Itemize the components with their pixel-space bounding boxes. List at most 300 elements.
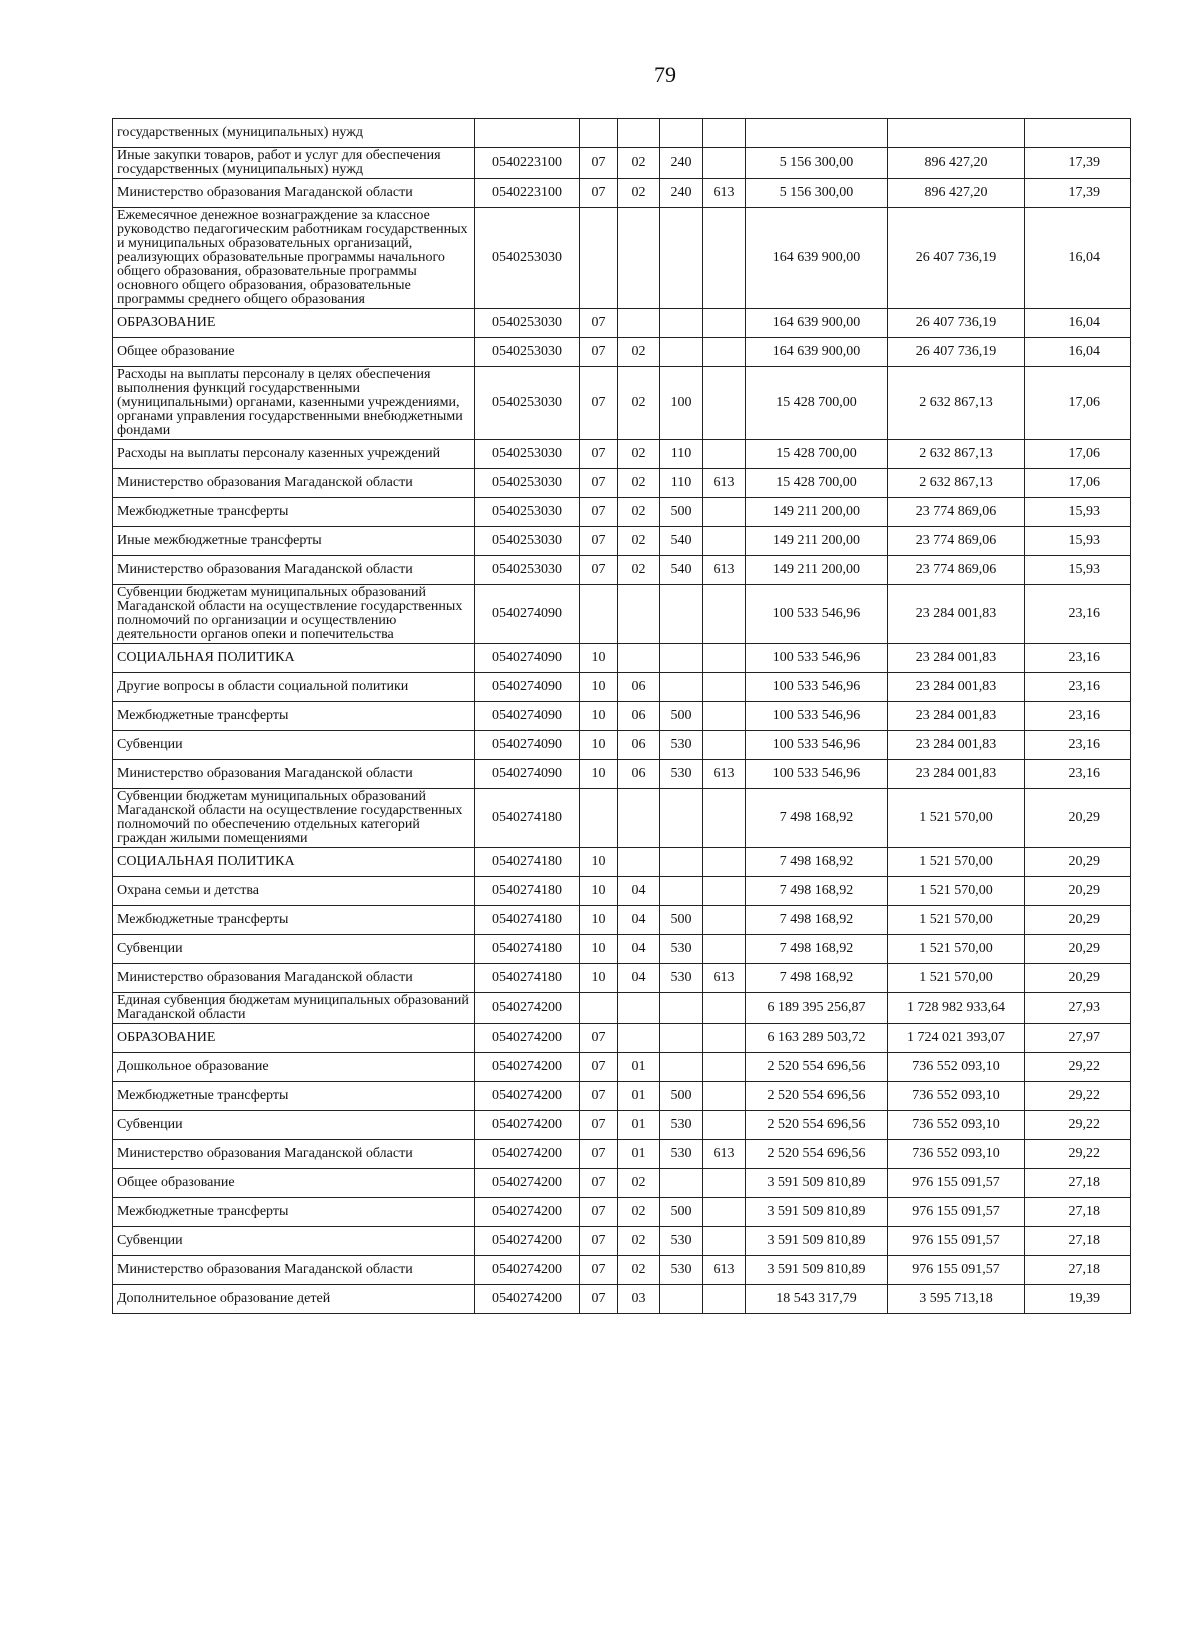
row-execution-percent [1025,119,1131,148]
row-execution-percent: 15,93 [1025,498,1131,527]
row-approved-amount: 2 520 554 696,56 [746,1082,888,1111]
row-approved-amount: 149 211 200,00 [746,527,888,556]
row-target-code: 0540223100 [475,179,580,208]
row-name: Межбюджетные трансферты [113,906,475,935]
table-row [113,848,1131,877]
row-name: Субвенции [113,935,475,964]
row-subsection [618,644,660,673]
row-name: Межбюджетные трансферты [113,498,475,527]
row-expense-type: 530 [660,760,703,789]
row-executed-amount: 23 774 869,06 [888,556,1025,585]
row-section: 07 [580,556,618,585]
row-target-code: 0540223100 [475,148,580,179]
row-subsection [618,1024,660,1053]
row-approved-amount: 15 428 700,00 [746,469,888,498]
table-row [113,1285,1131,1314]
row-executed-amount: 896 427,20 [888,179,1025,208]
budget-table [112,118,1131,1314]
row-expense-type [660,1024,703,1053]
row-section: 10 [580,731,618,760]
row-approved-amount: 18 543 317,79 [746,1285,888,1314]
row-execution-percent: 27,18 [1025,1227,1131,1256]
row-admin-code [703,498,746,527]
row-executed-amount: 26 407 736,19 [888,208,1025,309]
row-target-code: 0540274200 [475,1024,580,1053]
row-section: 07 [580,1285,618,1314]
row-section: 07 [580,440,618,469]
row-executed-amount: 23 284 001,83 [888,644,1025,673]
row-execution-percent: 29,22 [1025,1111,1131,1140]
row-expense-type: 530 [660,935,703,964]
table-row [113,148,1131,179]
row-section: 07 [580,1024,618,1053]
row-approved-amount: 100 533 546,96 [746,585,888,644]
row-executed-amount: 1 521 570,00 [888,848,1025,877]
row-target-code: 0540253030 [475,309,580,338]
row-execution-percent: 16,04 [1025,309,1131,338]
row-target-code: 0540274200 [475,1140,580,1169]
row-executed-amount: 1 728 982 933,64 [888,993,1025,1024]
row-subsection: 02 [618,469,660,498]
table-row [113,1256,1131,1285]
row-subsection: 06 [618,760,660,789]
table-row [113,789,1131,848]
row-execution-percent: 17,06 [1025,469,1131,498]
row-target-code: 0540274200 [475,1256,580,1285]
row-subsection: 04 [618,964,660,993]
row-executed-amount: 1 521 570,00 [888,877,1025,906]
row-approved-amount: 2 520 554 696,56 [746,1111,888,1140]
row-admin-code: 613 [703,469,746,498]
row-name: Дошкольное образование [113,1053,475,1082]
row-admin-code: 613 [703,556,746,585]
row-expense-type: 110 [660,469,703,498]
row-approved-amount: 7 498 168,92 [746,789,888,848]
row-executed-amount: 23 284 001,83 [888,585,1025,644]
row-admin-code [703,1024,746,1053]
row-subsection: 01 [618,1140,660,1169]
row-approved-amount: 164 639 900,00 [746,309,888,338]
row-section: 10 [580,760,618,789]
row-execution-percent: 29,22 [1025,1140,1131,1169]
row-subsection: 02 [618,498,660,527]
row-target-code: 0540274180 [475,877,580,906]
row-name: Иные закупки товаров, работ и услуг для обеспечения государственных (муниципальных) нужд [113,148,475,179]
row-name: Субвенции бюджетам муниципальных образований Магаданской области на осуществление государственных полномочий по обеспечению отдельных категорий граждан жилыми помещениями [113,789,475,848]
row-name: Общее образование [113,1169,475,1198]
row-admin-code [703,702,746,731]
row-expense-type: 110 [660,440,703,469]
row-execution-percent: 23,16 [1025,731,1131,760]
table-row [113,119,1131,148]
row-name: ОБРАЗОВАНИЕ [113,1024,475,1053]
row-section: 07 [580,309,618,338]
row-target-code: 0540274090 [475,585,580,644]
row-execution-percent: 17,39 [1025,148,1131,179]
row-target-code: 0540274090 [475,731,580,760]
row-approved-amount: 6 189 395 256,87 [746,993,888,1024]
row-admin-code: 613 [703,760,746,789]
table-row [113,964,1131,993]
table-row [113,877,1131,906]
row-execution-percent: 17,06 [1025,367,1131,440]
row-execution-percent: 29,22 [1025,1082,1131,1111]
row-executed-amount: 23 284 001,83 [888,760,1025,789]
row-subsection: 02 [618,367,660,440]
row-admin-code [703,906,746,935]
row-admin-code [703,993,746,1024]
row-admin-code: 613 [703,179,746,208]
row-section: 07 [580,1198,618,1227]
row-target-code: 0540253030 [475,556,580,585]
table-row [113,585,1131,644]
row-section: 07 [580,527,618,556]
row-execution-percent: 16,04 [1025,338,1131,367]
row-admin-code [703,208,746,309]
row-execution-percent: 17,06 [1025,440,1131,469]
row-execution-percent: 16,04 [1025,208,1131,309]
row-subsection: 02 [618,338,660,367]
row-execution-percent: 27,18 [1025,1198,1131,1227]
row-name: Расходы на выплаты персоналу казенных учреждений [113,440,475,469]
row-subsection: 02 [618,1198,660,1227]
table-row [113,731,1131,760]
row-subsection [618,993,660,1024]
row-approved-amount: 7 498 168,92 [746,877,888,906]
row-approved-amount: 100 533 546,96 [746,702,888,731]
row-name: Межбюджетные трансферты [113,1198,475,1227]
row-executed-amount: 736 552 093,10 [888,1140,1025,1169]
row-target-code: 0540274200 [475,1227,580,1256]
row-admin-code [703,1053,746,1082]
table-row [113,179,1131,208]
row-target-code: 0540274200 [475,1198,580,1227]
row-subsection: 02 [618,1227,660,1256]
row-approved-amount: 7 498 168,92 [746,935,888,964]
row-admin-code [703,585,746,644]
row-section: 07 [580,498,618,527]
row-admin-code: 613 [703,1256,746,1285]
row-approved-amount: 2 520 554 696,56 [746,1140,888,1169]
row-expense-type: 530 [660,1140,703,1169]
row-admin-code [703,148,746,179]
row-target-code: 0540274200 [475,1053,580,1082]
table-row [113,1024,1131,1053]
row-expense-type: 530 [660,1227,703,1256]
row-target-code: 0540274180 [475,935,580,964]
row-approved-amount: 7 498 168,92 [746,906,888,935]
row-admin-code [703,309,746,338]
row-name: Межбюджетные трансферты [113,702,475,731]
row-target-code [475,119,580,148]
row-approved-amount: 7 498 168,92 [746,964,888,993]
page-number: 79 [654,62,676,87]
row-executed-amount: 2 632 867,13 [888,469,1025,498]
table-row [113,760,1131,789]
row-executed-amount: 896 427,20 [888,148,1025,179]
row-expense-type: 500 [660,702,703,731]
row-expense-type: 530 [660,1111,703,1140]
row-subsection: 06 [618,702,660,731]
table-row [113,556,1131,585]
table-row [113,208,1131,309]
row-executed-amount: 23 284 001,83 [888,731,1025,760]
table-row [113,702,1131,731]
row-execution-percent: 23,16 [1025,673,1131,702]
row-admin-code [703,1111,746,1140]
row-expense-type [660,338,703,367]
table-row [113,993,1131,1024]
row-approved-amount: 100 533 546,96 [746,644,888,673]
row-name: Единая субвенция бюджетам муниципальных образований Магаданской области [113,993,475,1024]
row-section [580,208,618,309]
row-section: 07 [580,148,618,179]
row-expense-type: 540 [660,527,703,556]
row-section: 10 [580,644,618,673]
row-subsection: 02 [618,1169,660,1198]
row-approved-amount: 164 639 900,00 [746,338,888,367]
row-executed-amount: 976 155 091,57 [888,1198,1025,1227]
row-execution-percent: 20,29 [1025,789,1131,848]
row-execution-percent: 29,22 [1025,1053,1131,1082]
row-section [580,789,618,848]
row-subsection: 04 [618,935,660,964]
row-admin-code [703,789,746,848]
row-admin-code [703,1285,746,1314]
row-target-code: 0540253030 [475,338,580,367]
table-row [113,1053,1131,1082]
row-approved-amount: 2 520 554 696,56 [746,1053,888,1082]
row-name: Субвенции бюджетам муниципальных образований Магаданской области на осуществление государственных полномочий по организации и осуществлению деятельности органов опеки и попечительства [113,585,475,644]
row-admin-code [703,527,746,556]
row-execution-percent: 23,16 [1025,644,1131,673]
row-section: 10 [580,848,618,877]
row-subsection [618,585,660,644]
row-admin-code [703,673,746,702]
row-name: Министерство образования Магаданской области [113,179,475,208]
row-approved-amount: 3 591 509 810,89 [746,1169,888,1198]
row-subsection: 06 [618,731,660,760]
row-name: Министерство образования Магаданской области [113,1140,475,1169]
row-subsection: 02 [618,556,660,585]
row-target-code: 0540253030 [475,469,580,498]
row-expense-type [660,309,703,338]
table-row [113,338,1131,367]
row-executed-amount: 23 284 001,83 [888,702,1025,731]
row-expense-type: 100 [660,367,703,440]
row-name: Дополнительное образование детей [113,1285,475,1314]
row-approved-amount: 3 591 509 810,89 [746,1198,888,1227]
row-executed-amount: 736 552 093,10 [888,1111,1025,1140]
row-executed-amount: 1 521 570,00 [888,935,1025,964]
row-approved-amount: 3 591 509 810,89 [746,1256,888,1285]
row-section: 07 [580,1082,618,1111]
row-expense-type [660,673,703,702]
row-expense-type: 240 [660,179,703,208]
row-admin-code [703,1198,746,1227]
table-row [113,1082,1131,1111]
row-name: Субвенции [113,1111,475,1140]
row-admin-code [703,935,746,964]
row-target-code: 0540253030 [475,440,580,469]
row-target-code: 0540274200 [475,1082,580,1111]
row-section: 07 [580,1111,618,1140]
row-expense-type [660,993,703,1024]
row-execution-percent: 23,16 [1025,585,1131,644]
row-executed-amount: 976 155 091,57 [888,1256,1025,1285]
row-approved-amount: 3 591 509 810,89 [746,1227,888,1256]
row-target-code: 0540253030 [475,367,580,440]
row-name: Министерство образования Магаданской области [113,556,475,585]
row-executed-amount: 1 521 570,00 [888,906,1025,935]
table-row [113,309,1131,338]
row-name: ОБРАЗОВАНИЕ [113,309,475,338]
row-expense-type: 500 [660,906,703,935]
row-execution-percent: 27,97 [1025,1024,1131,1053]
row-section: 07 [580,1256,618,1285]
row-approved-amount: 5 156 300,00 [746,179,888,208]
row-execution-percent: 20,29 [1025,964,1131,993]
row-subsection: 04 [618,906,660,935]
row-execution-percent: 19,39 [1025,1285,1131,1314]
table-row [113,1227,1131,1256]
row-target-code: 0540274180 [475,906,580,935]
row-subsection [618,848,660,877]
row-admin-code [703,1082,746,1111]
row-admin-code [703,338,746,367]
row-execution-percent: 23,16 [1025,760,1131,789]
row-executed-amount: 23 774 869,06 [888,527,1025,556]
row-expense-type [660,1285,703,1314]
row-expense-type: 540 [660,556,703,585]
row-subsection: 01 [618,1053,660,1082]
table-row [113,1140,1131,1169]
row-admin-code: 613 [703,964,746,993]
row-expense-type [660,789,703,848]
row-executed-amount: 736 552 093,10 [888,1082,1025,1111]
row-section: 10 [580,673,618,702]
row-executed-amount: 976 155 091,57 [888,1227,1025,1256]
table-row [113,1169,1131,1198]
row-target-code: 0540274090 [475,644,580,673]
row-target-code: 0540274180 [475,848,580,877]
row-execution-percent: 27,18 [1025,1169,1131,1198]
row-section: 07 [580,1140,618,1169]
row-execution-percent: 20,29 [1025,877,1131,906]
table-row [113,440,1131,469]
row-section [580,585,618,644]
row-subsection [618,208,660,309]
row-executed-amount: 3 595 713,18 [888,1285,1025,1314]
row-expense-type [660,1053,703,1082]
row-admin-code: 613 [703,1140,746,1169]
row-approved-amount: 149 211 200,00 [746,556,888,585]
row-subsection: 02 [618,179,660,208]
row-target-code: 0540274090 [475,702,580,731]
row-expense-type [660,877,703,906]
row-subsection [618,119,660,148]
row-subsection: 02 [618,1256,660,1285]
row-name: Министерство образования Магаданской области [113,1256,475,1285]
table-body [113,119,1131,1314]
row-expense-type [660,1169,703,1198]
row-approved-amount [746,119,888,148]
row-approved-amount: 6 163 289 503,72 [746,1024,888,1053]
row-section: 10 [580,964,618,993]
row-executed-amount: 736 552 093,10 [888,1053,1025,1082]
row-name: СОЦИАЛЬНАЯ ПОЛИТИКА [113,644,475,673]
row-expense-type: 530 [660,731,703,760]
row-approved-amount: 5 156 300,00 [746,148,888,179]
table-row [113,673,1131,702]
row-executed-amount: 1 521 570,00 [888,789,1025,848]
row-name: Межбюджетные трансферты [113,1082,475,1111]
row-admin-code [703,644,746,673]
row-expense-type: 530 [660,1256,703,1285]
row-executed-amount [888,119,1025,148]
row-name: Ежемесячное денежное вознаграждение за классное руководство педагогическим работникам государственных и муниципальных образовательных организаций, реализующих образовательные программы начального общего образования, образовательные программы основного общего образования, образовательные программы среднего общего образования [113,208,475,309]
row-execution-percent: 20,29 [1025,935,1131,964]
row-approved-amount: 100 533 546,96 [746,673,888,702]
table-row [113,1111,1131,1140]
row-name: Субвенции [113,731,475,760]
row-admin-code [703,119,746,148]
row-expense-type [660,119,703,148]
row-executed-amount: 2 632 867,13 [888,440,1025,469]
row-approved-amount: 15 428 700,00 [746,367,888,440]
row-expense-type: 500 [660,1082,703,1111]
row-execution-percent: 15,93 [1025,556,1131,585]
row-section: 10 [580,906,618,935]
row-executed-amount: 976 155 091,57 [888,1169,1025,1198]
row-name: Расходы на выплаты персоналу в целях обеспечения выполнения функций государственными (муниципальными) органами, казенными учреждениями, органами управления государственными внебюджетными фондами [113,367,475,440]
table-row [113,644,1131,673]
row-subsection [618,789,660,848]
row-target-code: 0540253030 [475,208,580,309]
row-target-code: 0540274180 [475,789,580,848]
row-execution-percent: 20,29 [1025,848,1131,877]
row-subsection: 04 [618,877,660,906]
row-expense-type [660,644,703,673]
row-expense-type: 500 [660,498,703,527]
row-target-code: 0540253030 [475,498,580,527]
row-name: Министерство образования Магаданской области [113,760,475,789]
row-admin-code [703,731,746,760]
row-subsection: 01 [618,1082,660,1111]
row-approved-amount: 149 211 200,00 [746,498,888,527]
row-name: государственных (муниципальных) нужд [113,119,475,148]
row-admin-code [703,877,746,906]
row-section: 07 [580,1053,618,1082]
row-section: 10 [580,702,618,731]
row-section: 10 [580,877,618,906]
row-target-code: 0540274090 [475,760,580,789]
row-approved-amount: 100 533 546,96 [746,731,888,760]
table-row [113,367,1131,440]
row-execution-percent: 15,93 [1025,527,1131,556]
row-subsection: 02 [618,527,660,556]
row-expense-type [660,208,703,309]
row-subsection [618,309,660,338]
row-section: 07 [580,338,618,367]
row-section: 07 [580,179,618,208]
row-approved-amount: 100 533 546,96 [746,760,888,789]
row-target-code: 0540274200 [475,1169,580,1198]
row-admin-code [703,367,746,440]
row-name: Иные межбюджетные трансферты [113,527,475,556]
row-expense-type: 500 [660,1198,703,1227]
row-name: Охрана семьи и детства [113,877,475,906]
